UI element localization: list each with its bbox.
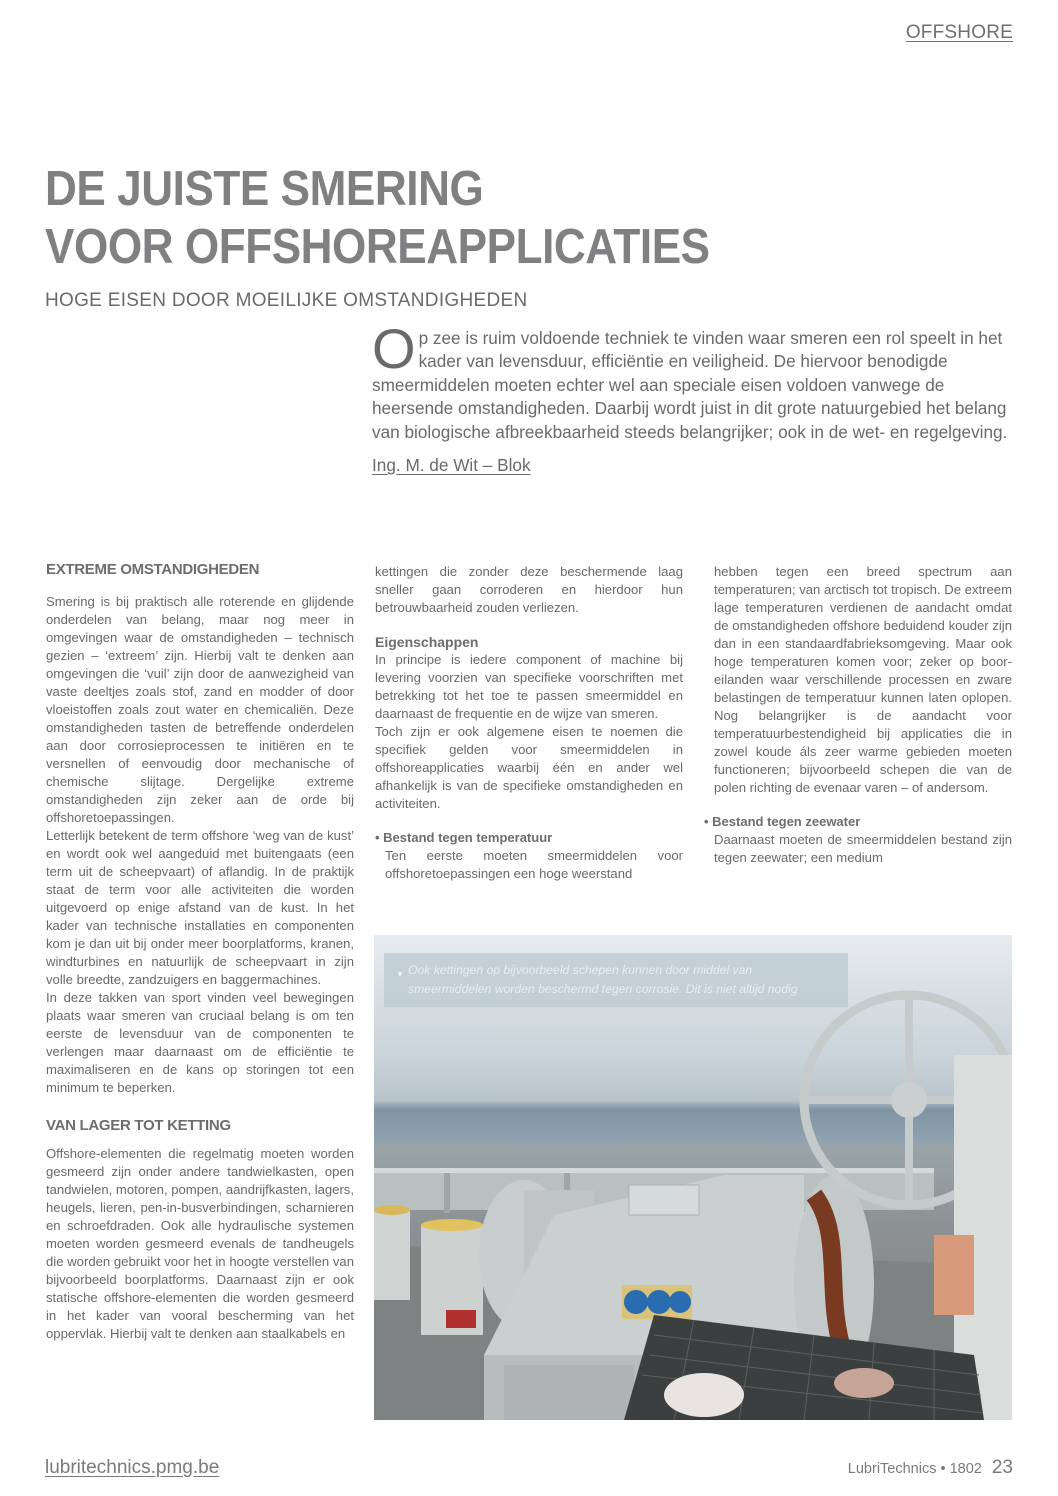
bullet-heading-temperatuur: • Bestand tegen temperatuur xyxy=(375,829,683,847)
caption-text: Ook kettingen op bijvoorbeeld schepen kunnen door middel van smeermiddelen worden beschermd tegen corrosie. Dit is niet altijd nodig xyxy=(408,963,798,996)
paragraph: kettingen die zonder deze beschermende laag sneller gaan corroderen en hierdoor hun betrouwbaarheid zouden verliezen. xyxy=(375,564,683,615)
heading-van-lager-tot-ketting: VAN LAGER TOT KETTING xyxy=(46,1117,231,1134)
paragraph: Offshore-elementen die regelmatig moeten worden gesmeerd zijn onder andere tandwielkasten, open tandwielen, motoren, pompen, aandrijfkasten, lagers, heugels, lieren, pen-in-busverbindingen, scharnieren en schroefdraden. Ook alle hydraulische systemen moeten worden gesmeerd evenals de tandheugels die worden gebruikt voor het in hoogte verstellen van bijvoorbeeld boorplatforms. Daarnaast zijn er ook statische offshore-elementen die worden gesmeerd in het kader van vooral bescherming van het oppervlak. Hierbij valt te denken aan staalkabels en xyxy=(46,1146,354,1341)
paragraph: Letterlijk betekent de term offshore ‘weg van de kust’ en wordt ook wel aangeduid met buitengaats (een term uit de scheepvaart) of aflandig. In de praktijk staat de term voor alle activiteiten die worden uitgevoerd op enige afstand van de kust. In het kader van technische installaties en componenten kom je dan uit bij onder meer boorplatforms, kranen, windturbines en natuurlijk de scheepvaart in zijn volle breedte, zandzuigers en baggermachines. xyxy=(46,828,354,987)
title-line-2: VOOR OFFSHOREAPPLICATIES xyxy=(45,220,710,274)
triangle-down-icon: ▼ xyxy=(396,970,404,979)
photo-caption xyxy=(384,953,848,1007)
author-byline[interactable]: Ing. M. de Wit – Blok xyxy=(372,455,531,476)
section-tag[interactable]: OFFSHORE xyxy=(905,22,1013,43)
winch-photo xyxy=(374,935,1012,1420)
drop-cap: O xyxy=(372,317,416,380)
paragraph: Toch zijn er ook algemene eisen te noemen die specifiek gelden voor smeermiddelen in offshoreapplicaties waarbij één en ander wel afhankelijk is van de specifieke omstandigheden en activiteiten. xyxy=(375,724,683,811)
paragraph: In principe is iedere component of machine bij levering voorzien van specifieke voorschriften met betrekking tot het toe te passen smeermiddel en daarnaast de frequentie en de wijze van smeren. xyxy=(375,652,683,721)
ship-deck-illustration xyxy=(374,935,1012,1420)
paragraph: Ten eerste moeten smeermiddelen voor offshoretoepassingen een hoge weerstand xyxy=(385,848,683,881)
footer-right xyxy=(848,1457,1013,1479)
paragraph: In deze takken van sport vinden veel bewegingen plaats waar smeren van cruciaal belang is om ten eerste de levensduur van de componenten te verlengen maar daarnaast om de efficiëntie te maximaliseren en de kans op storingen tot een minimum te beperken. xyxy=(46,990,354,1095)
article-intro xyxy=(372,317,1012,477)
column-2 xyxy=(375,563,683,883)
column-3 xyxy=(704,563,1012,867)
column-1 xyxy=(46,561,354,1343)
intro-text: p zee is ruim voldoende techniek te vinden waar smeren een rol speelt in het kader van levensduur, efficiëntie en veiligheid. De hiervoor benodigde smeermiddelen moeten echter wel aan speciale eisen voldoen vanwege de heersende omstandigheden. Daarbij wordt juist in dit grote natuurgebied het belang van biologische afbreekbaarheid steeds belangrijker; ook in de wet- en regelgeving. xyxy=(372,328,1008,442)
article-title xyxy=(45,160,710,276)
paragraph: hebben tegen een breed spectrum aan temperaturen; van arctisch tot tropisch. De extreem lage temperaturen verdienen de aandacht omdat de omstandigheden offshore beduidend kouder zijn dan in een standaardfabrieksomgeving. Maar ook hoge temperaturen komen voor; zeker op booreilanden waar verschillende processen en zware belastingen de temperatuur kunnen laten oplopen. Nog belangrijker is de aandacht voor temperatuurbestendigheid bij applicaties die in zowel koude áls zeer warme gebieden moeten functioneren; bijvoorbeeld schepen die van de polen richting de evenaar varen – of andersom. xyxy=(714,564,1012,795)
paragraph: Smering is bij praktisch alle roterende en glijdende onderdelen van belang, maar nog meer in omgevingen waar de omstandigheden – technisch gezien – ‘extreem’ zijn. Hierbij valt te denken aan omgevingen die ‘vuil’ zijn door de aanwezigheid van vaste deeltjes zoals stof, zand en modder of door vloeistoffen zoals zout water en chemicaliën. Deze omstandigheden tasten de betreffende onderdelen aan door corrosieprocessen te initiëren en te versnellen of eenvoudig door mechanische of chemische slijtage. Dergelijke extreme omstandigheden zijn zeker aan de orde bij offshoretoepassingen. xyxy=(46,594,354,825)
page-number: 23 xyxy=(991,1457,1013,1478)
magazine-issue: LubriTechnics • 1802 xyxy=(847,1461,982,1477)
footer-url-link[interactable]: lubritechnics.pmg.be xyxy=(45,1457,220,1478)
heading-eigenschappen: Eigenschappen xyxy=(375,634,479,650)
title-line-1: DE JUISTE SMERING xyxy=(45,162,484,216)
article-subtitle: HOGE EISEN DOOR MOEILIJKE OMSTANDIGHEDEN xyxy=(45,290,528,311)
paragraph: Daarnaast moeten de smeermiddelen bestand zijn tegen zeewater; een medium xyxy=(714,832,1012,865)
heading-extreme-omstandigheden: EXTREME OMSTANDIGHEDEN xyxy=(46,561,260,578)
bullet-heading-zeewater: • Bestand tegen zeewater xyxy=(704,813,1012,831)
